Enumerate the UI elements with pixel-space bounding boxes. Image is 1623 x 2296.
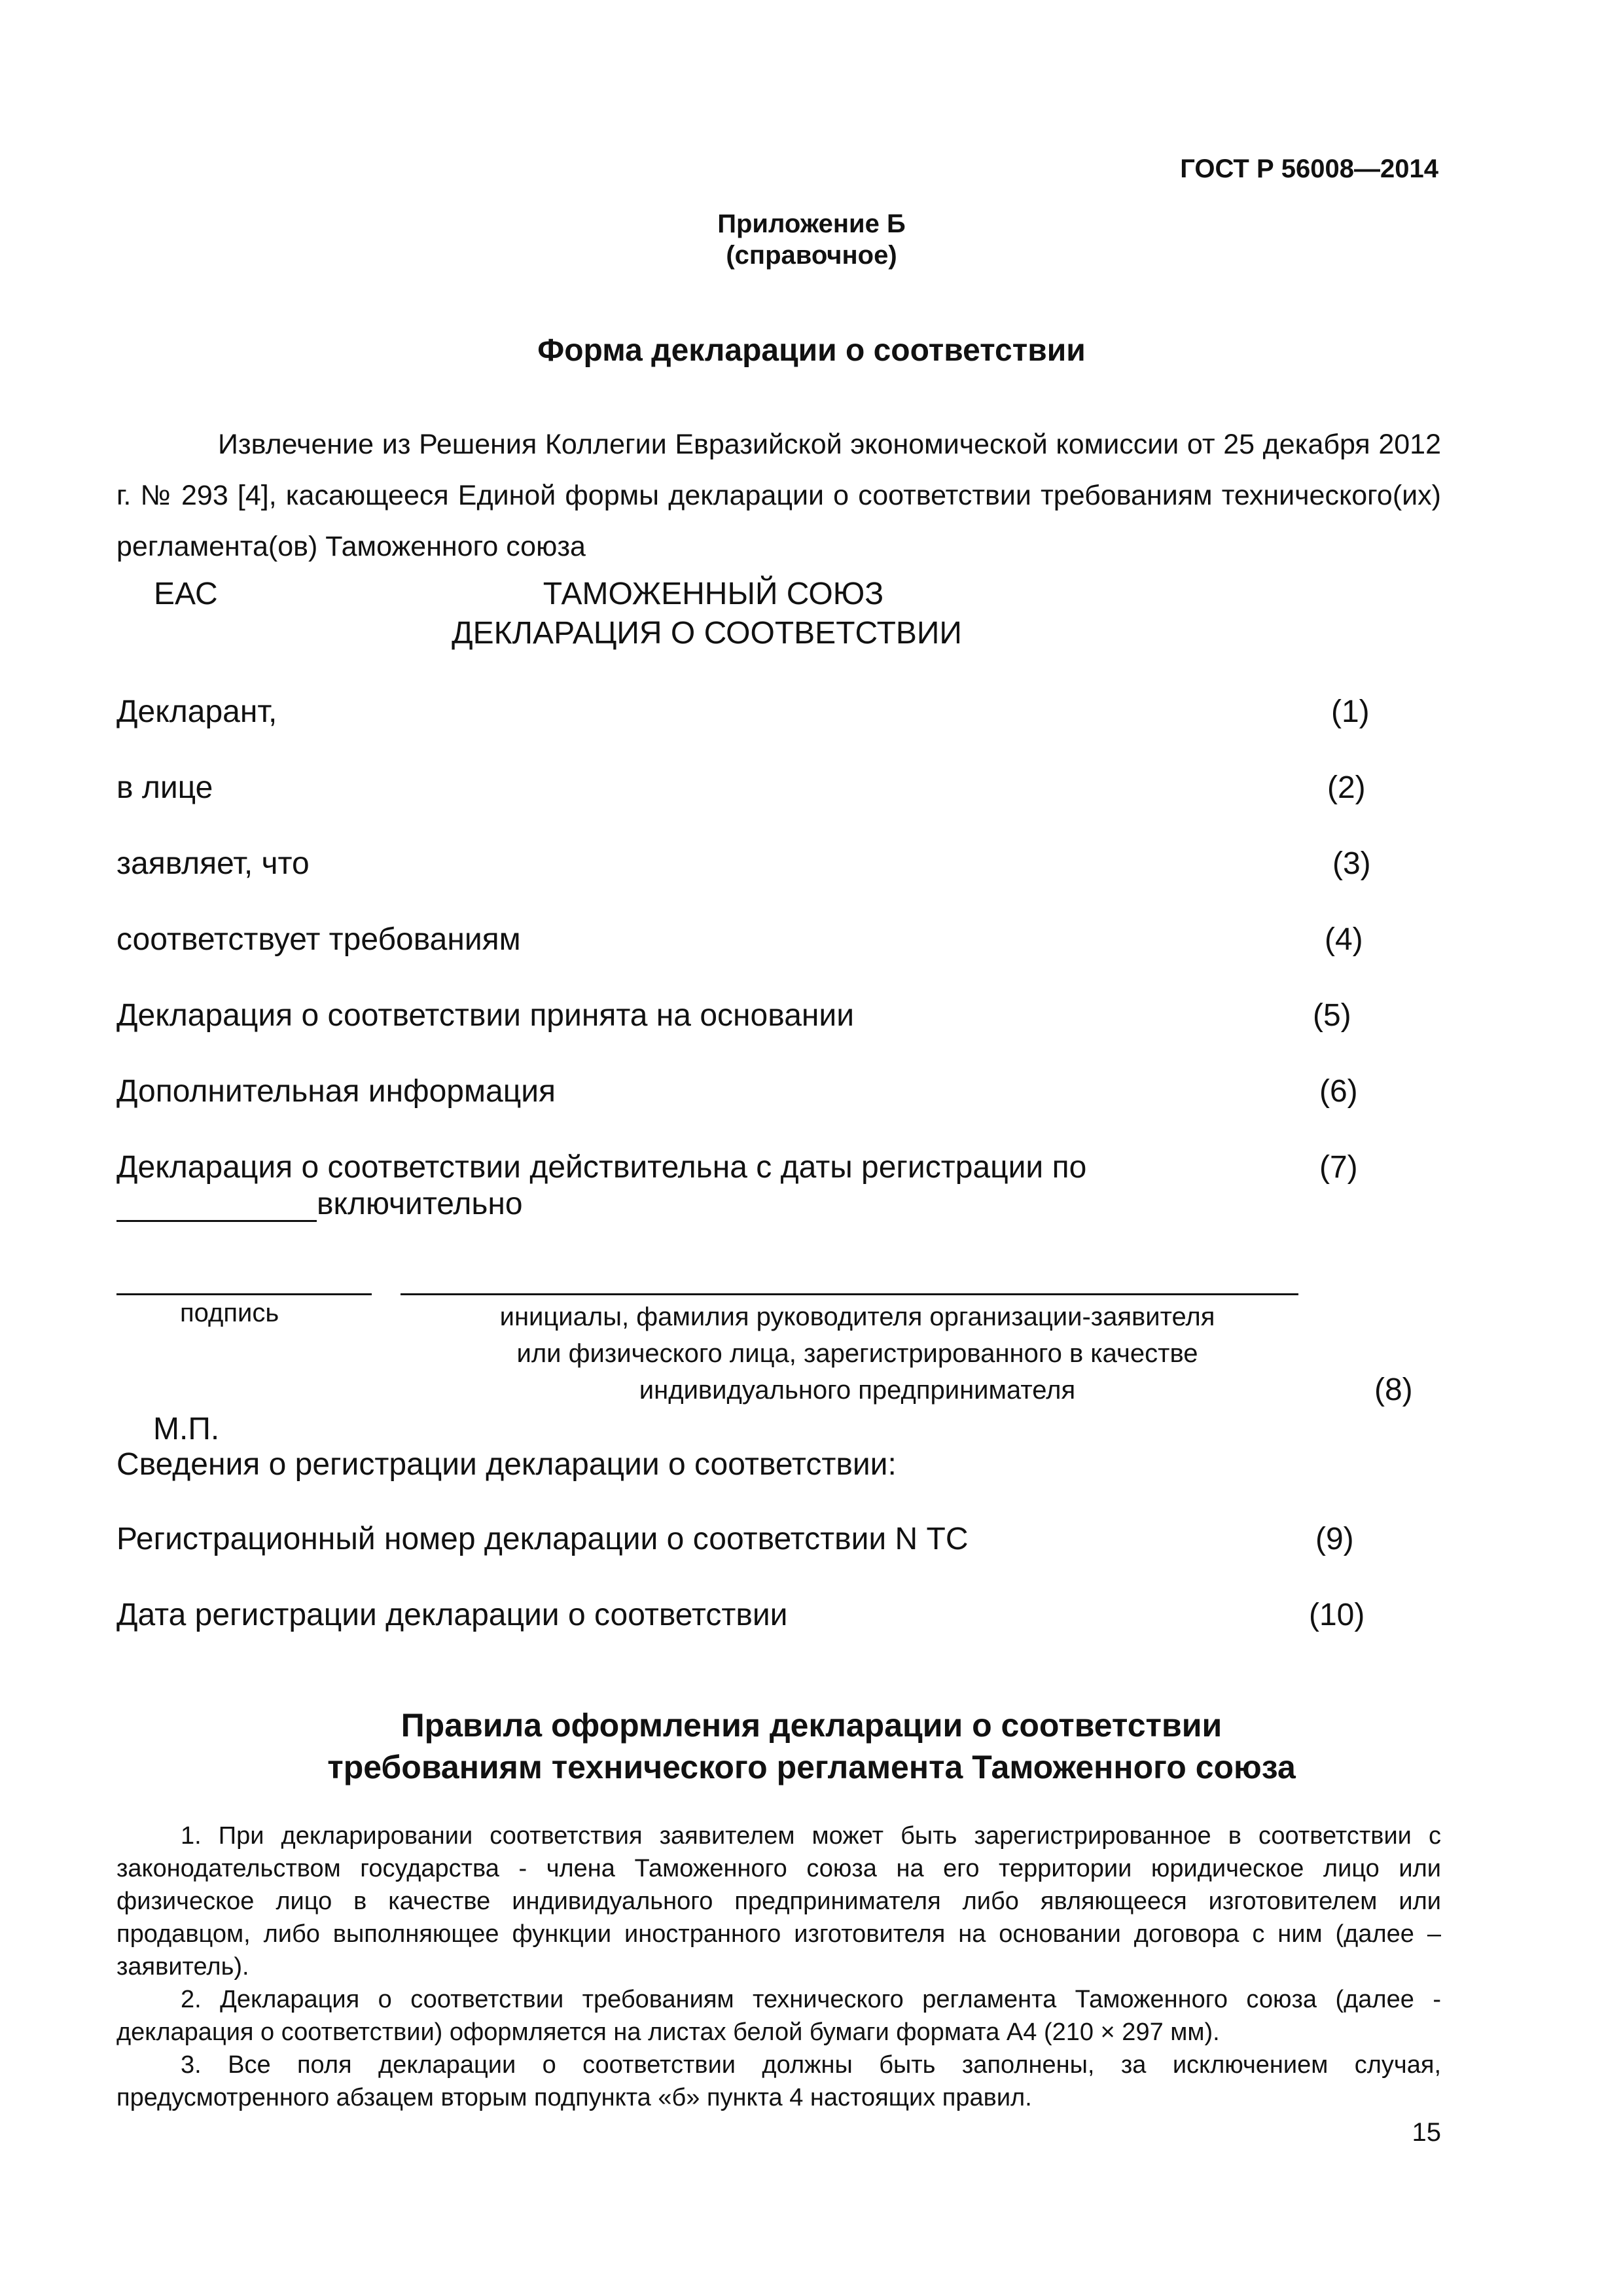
field-additional-number: (6): [1319, 1074, 1358, 1109]
initials-caption-line: индивидуального предпринимателя: [639, 1376, 1076, 1405]
registration-heading: Сведения о регистрации декларации о соответствии:: [116, 1447, 897, 1482]
field-additional-label: Дополнительная информация: [116, 1074, 556, 1109]
appendix-type: (справочное): [726, 241, 897, 270]
field-represented-number: (2): [1327, 770, 1366, 805]
field-declares-number: (3): [1332, 846, 1371, 881]
rules-title-line: требованиям технического регламента Таможенного союза: [327, 1749, 1296, 1785]
initials-caption: [406, 1299, 1309, 1408]
field-requirements-number: (4): [1325, 922, 1363, 957]
rule-item: 2. Декларация о соответствии требованиям технического регламента Таможенного союза (далее - декларация о соответствии) оформляется на листах белой бумаги формата А4 (210 × 297 мм).: [116, 1986, 1441, 2046]
signature-line: [116, 1293, 372, 1295]
validity-suffix: включительно: [317, 1187, 523, 1221]
field-declares-label: заявляет, что: [116, 846, 310, 881]
appendix-heading: [0, 208, 1623, 271]
field-requirements-label: соответствует требованиям: [116, 922, 521, 957]
appendix-title: Приложение Б: [717, 209, 906, 238]
field-reg-date-number: (10): [1309, 1598, 1365, 1632]
signature-caption: подпись: [180, 1299, 279, 1327]
field-basis-label: Декларация о соответствии принята на основании: [116, 998, 855, 1033]
customs-union-heading: ТАМОЖЕННЫЙ СОЮЗ: [543, 577, 884, 611]
declaration-heading: ДЕКЛАРАЦИЯ О СООТВЕТСТВИИ: [452, 616, 962, 651]
rules-list: [116, 1820, 1441, 2114]
extract-paragraph: Извлечение из Решения Коллегии Евразийской экономической комиссии от 25 декабря 2012 г. № 293 [4], касающееся Единой формы декларации о соответствии требованиям технического(их) регламента(ов) Таможенного союза: [116, 429, 1441, 562]
field-reg-number-number: (9): [1315, 1522, 1354, 1556]
stamp-label: М.П.: [153, 1412, 220, 1446]
initials-caption-line: или физического лица, зарегистрированного в качестве: [516, 1339, 1198, 1368]
field-represented-label: в лице: [116, 770, 213, 805]
field-basis-number: (5): [1313, 998, 1351, 1033]
eac-mark: ЕАС: [154, 577, 218, 611]
rule-item: 3. Все поля декларации о соответствии должны быть заполнены, за исключением случая, предусмотренного абзацем вторым подпункта «б» пункта 4 настоящих правил.: [116, 2051, 1441, 2111]
field-validity-label: Декларация о соответствии действительна с даты регистрации по: [116, 1150, 1087, 1185]
rules-title-line: Правила оформления декларации о соответствии: [401, 1707, 1222, 1744]
rule-item: 1. При декларировании соответствия заявителем может быть зарегистрированное в соответствии с законодательством государства - члена Таможенного союза на его территории юридическое лицо или физическое лицо в качестве индивидуального предпринимателя либо являющееся изготовителем или продавцом, либо выполняющее функции иностранного изготовителя на основании договора с ним (далее – заявитель).: [116, 1822, 1441, 1981]
signature-number: (8): [1374, 1372, 1413, 1407]
initials-line: [401, 1293, 1298, 1295]
page-number: 15: [1412, 2118, 1441, 2147]
validity-date-line: [116, 1220, 317, 1222]
field-reg-number-label: Регистрационный номер декларации о соответствии N ТС: [116, 1522, 969, 1556]
rules-title: [0, 1704, 1623, 1788]
field-declarant-label: Декларант,: [116, 694, 277, 729]
field-reg-date-label: Дата регистрации декларации о соответствии: [116, 1598, 788, 1632]
field-validity-number: (7): [1319, 1150, 1358, 1185]
field-declarant-number: (1): [1331, 694, 1370, 729]
standard-number: ГОСТ Р 56008—2014: [1180, 154, 1438, 183]
initials-caption-line: инициалы, фамилия руководителя организации-заявителя: [499, 1302, 1215, 1331]
form-title: Форма декларации о соответствии: [537, 333, 1086, 368]
